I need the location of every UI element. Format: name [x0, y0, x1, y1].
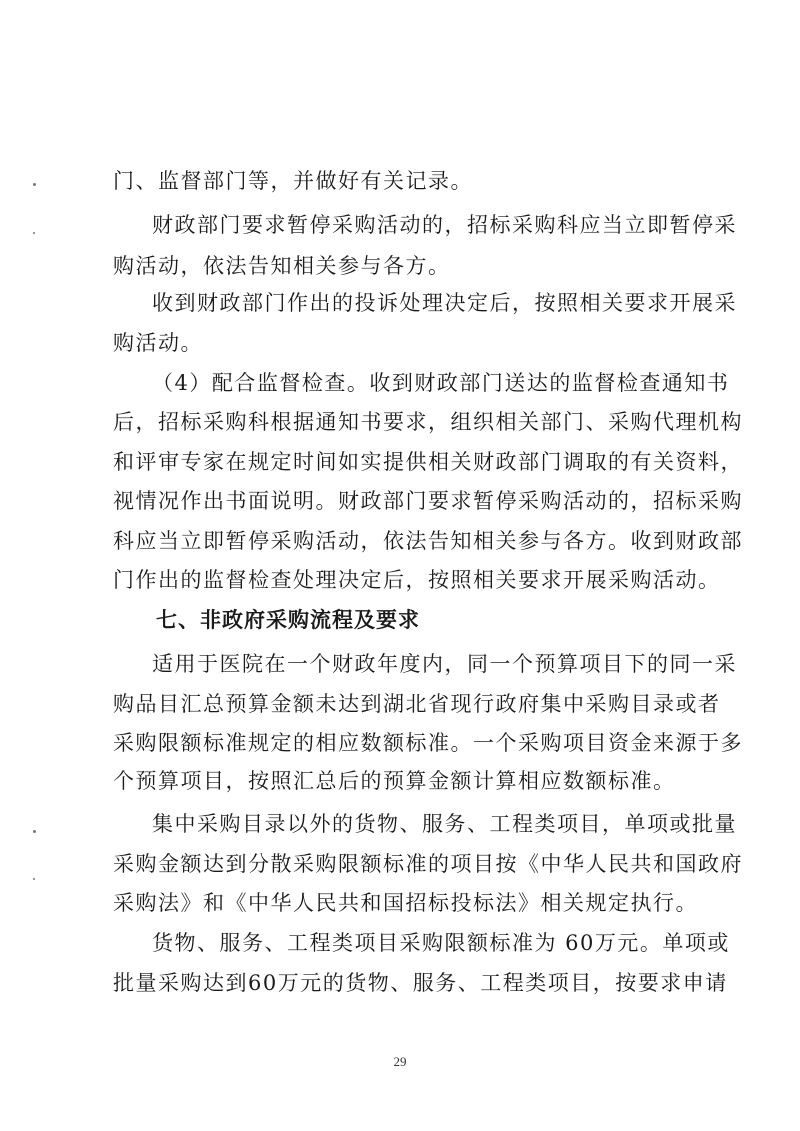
body-text-line: 门、监督部门等，并做好有关记录。	[113, 169, 473, 193]
body-text-line: 和评审专家在规定时间如实提供相关财政部门调取的有关资料，	[113, 450, 743, 474]
scan-speck	[33, 878, 35, 880]
scan-speck	[33, 183, 36, 186]
body-text-line: 批量采购达到60万元的货物、服务、工程类项目，按要求申请	[113, 971, 728, 995]
body-text-line: 适用于医院在一个财政年度内，同一个预算项目下的同一采	[152, 652, 737, 676]
section-heading: 七、非政府采购流程及要求	[156, 608, 420, 632]
body-text-line: 采购法》和《中华人民共和国招标投标法》相关规定执行。	[113, 891, 698, 915]
body-text-line: 购活动。	[113, 331, 203, 355]
body-text-line: （4）配合监督检查。收到财政部门送达的监督检查通知书	[152, 371, 730, 395]
scan-speck	[33, 232, 35, 234]
body-text-line: 采购金额达到分散采购限额标准的项目按《中华人民共和国政府	[113, 852, 743, 876]
body-text-line: 门作出的监督检查处理决定后，按照相关要求开展采购活动。	[113, 568, 721, 592]
body-text-line: 视情况作出书面说明。财政部门要求暂停采购活动的，招标采购	[113, 489, 743, 513]
body-text-line: 科应当立即暂停采购活动，依法告知相关参与各方。收到财政部	[113, 529, 743, 553]
scan-speck	[33, 830, 36, 833]
body-text-line: 个预算项目，按照汇总后的预算金额计算相应数额标准。	[113, 769, 676, 793]
body-text-line: 购活动，依法告知相关参与各方。	[113, 254, 451, 278]
body-text-line: 集中采购目录以外的货物、服务、工程类项目，单项或批量	[152, 812, 737, 836]
body-text-line: 财政部门要求暂停采购活动的，招标采购科应当立即暂停采	[152, 213, 737, 237]
body-text-line: 收到财政部门作出的投诉处理决定后，按照相关要求开展采	[152, 291, 737, 315]
page-number: 29	[393, 1054, 407, 1069]
body-text-line: 采购限额标准规定的相应数额标准。一个采购项目资金来源于多	[113, 731, 743, 755]
body-text-line: 货物、服务、工程类项目采购限额标准为 60万元。单项或	[152, 931, 730, 955]
body-text-line: 购品目汇总预算金额未达到湖北省现行政府集中采购目录或者	[113, 692, 721, 716]
body-text-line: 后，招标采购科根据通知书要求，组织相关部门、采购代理机构	[113, 410, 743, 434]
